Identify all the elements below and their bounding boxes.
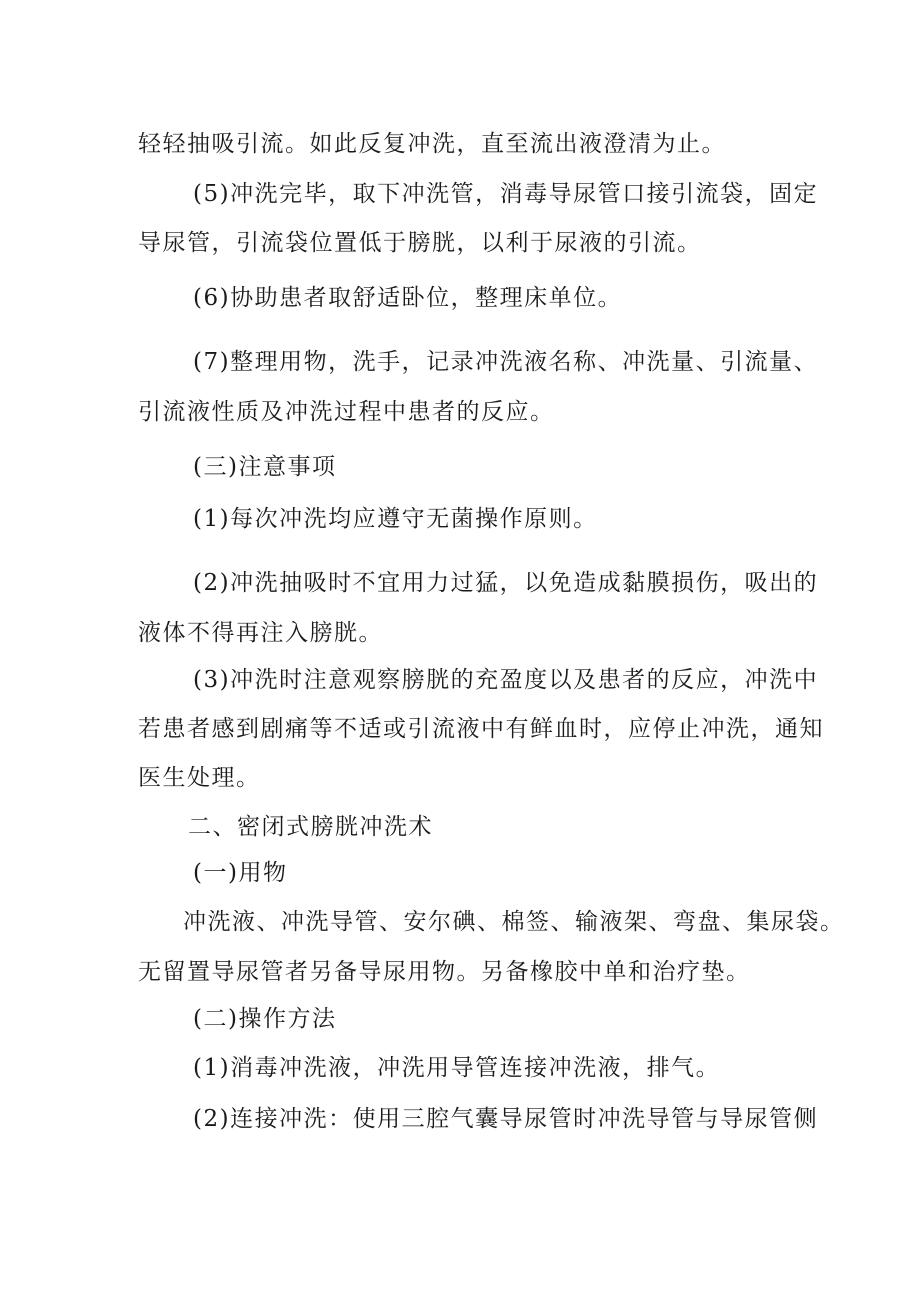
text-line: (7)整理用物，洗手，记录冲洗液名称、冲洗量、引流量、: [193, 349, 819, 375]
text-line: (6)协助患者取舒适卧位，整理床单位。: [193, 285, 623, 311]
text-line: 冲洗液、冲洗导管、安尔碘、棉签、输液架、弯盘、集尿袋。: [183, 909, 845, 935]
text-line: 无留置导尿管者另备导尿用物。另备橡胶中单和治疗垫。: [138, 959, 751, 985]
text-line: 液体不得再注入膀胱。: [138, 620, 383, 646]
text-line: (2)连接冲洗：使用三腔气囊导尿管时冲洗导管与导尿管侧: [193, 1106, 819, 1132]
text-line: (2)冲洗抽吸时不宜用力过猛，以免造成黏膜损伤，吸出的: [193, 570, 819, 596]
text-line: 导尿管，引流袋位置低于膀胱，以利于尿液的引流。: [138, 230, 702, 256]
text-line: 轻轻抽吸引流。如此反复冲洗，直至流出液澄清为止。: [138, 131, 726, 157]
section-heading: 二、密闭式膀胱冲洗术: [188, 814, 433, 840]
section-heading: (二)操作方法: [193, 1006, 337, 1032]
text-line: 引流液性质及冲洗过程中患者的反应。: [138, 399, 555, 425]
text-line: 若患者感到剧痛等不适或引流液中有鲜血时，应停止冲洗，通知: [138, 716, 824, 742]
text-line: (1)消毒冲洗液，冲洗用导管连接冲洗液，排气。: [193, 1055, 721, 1081]
section-heading: (一)用物: [193, 860, 288, 886]
section-heading: (三)注意事项: [193, 454, 337, 480]
text-line: (3)冲洗时注意观察膀胱的充盈度以及患者的反应，冲洗中: [193, 667, 819, 693]
text-line: (5)冲洗完毕，取下冲洗管，消毒导尿管口接引流袋，固定: [193, 181, 819, 207]
text-line: (1)每次冲洗均应遵守无菌操作原则。: [193, 506, 598, 532]
text-line: 医生处理。: [138, 765, 261, 791]
